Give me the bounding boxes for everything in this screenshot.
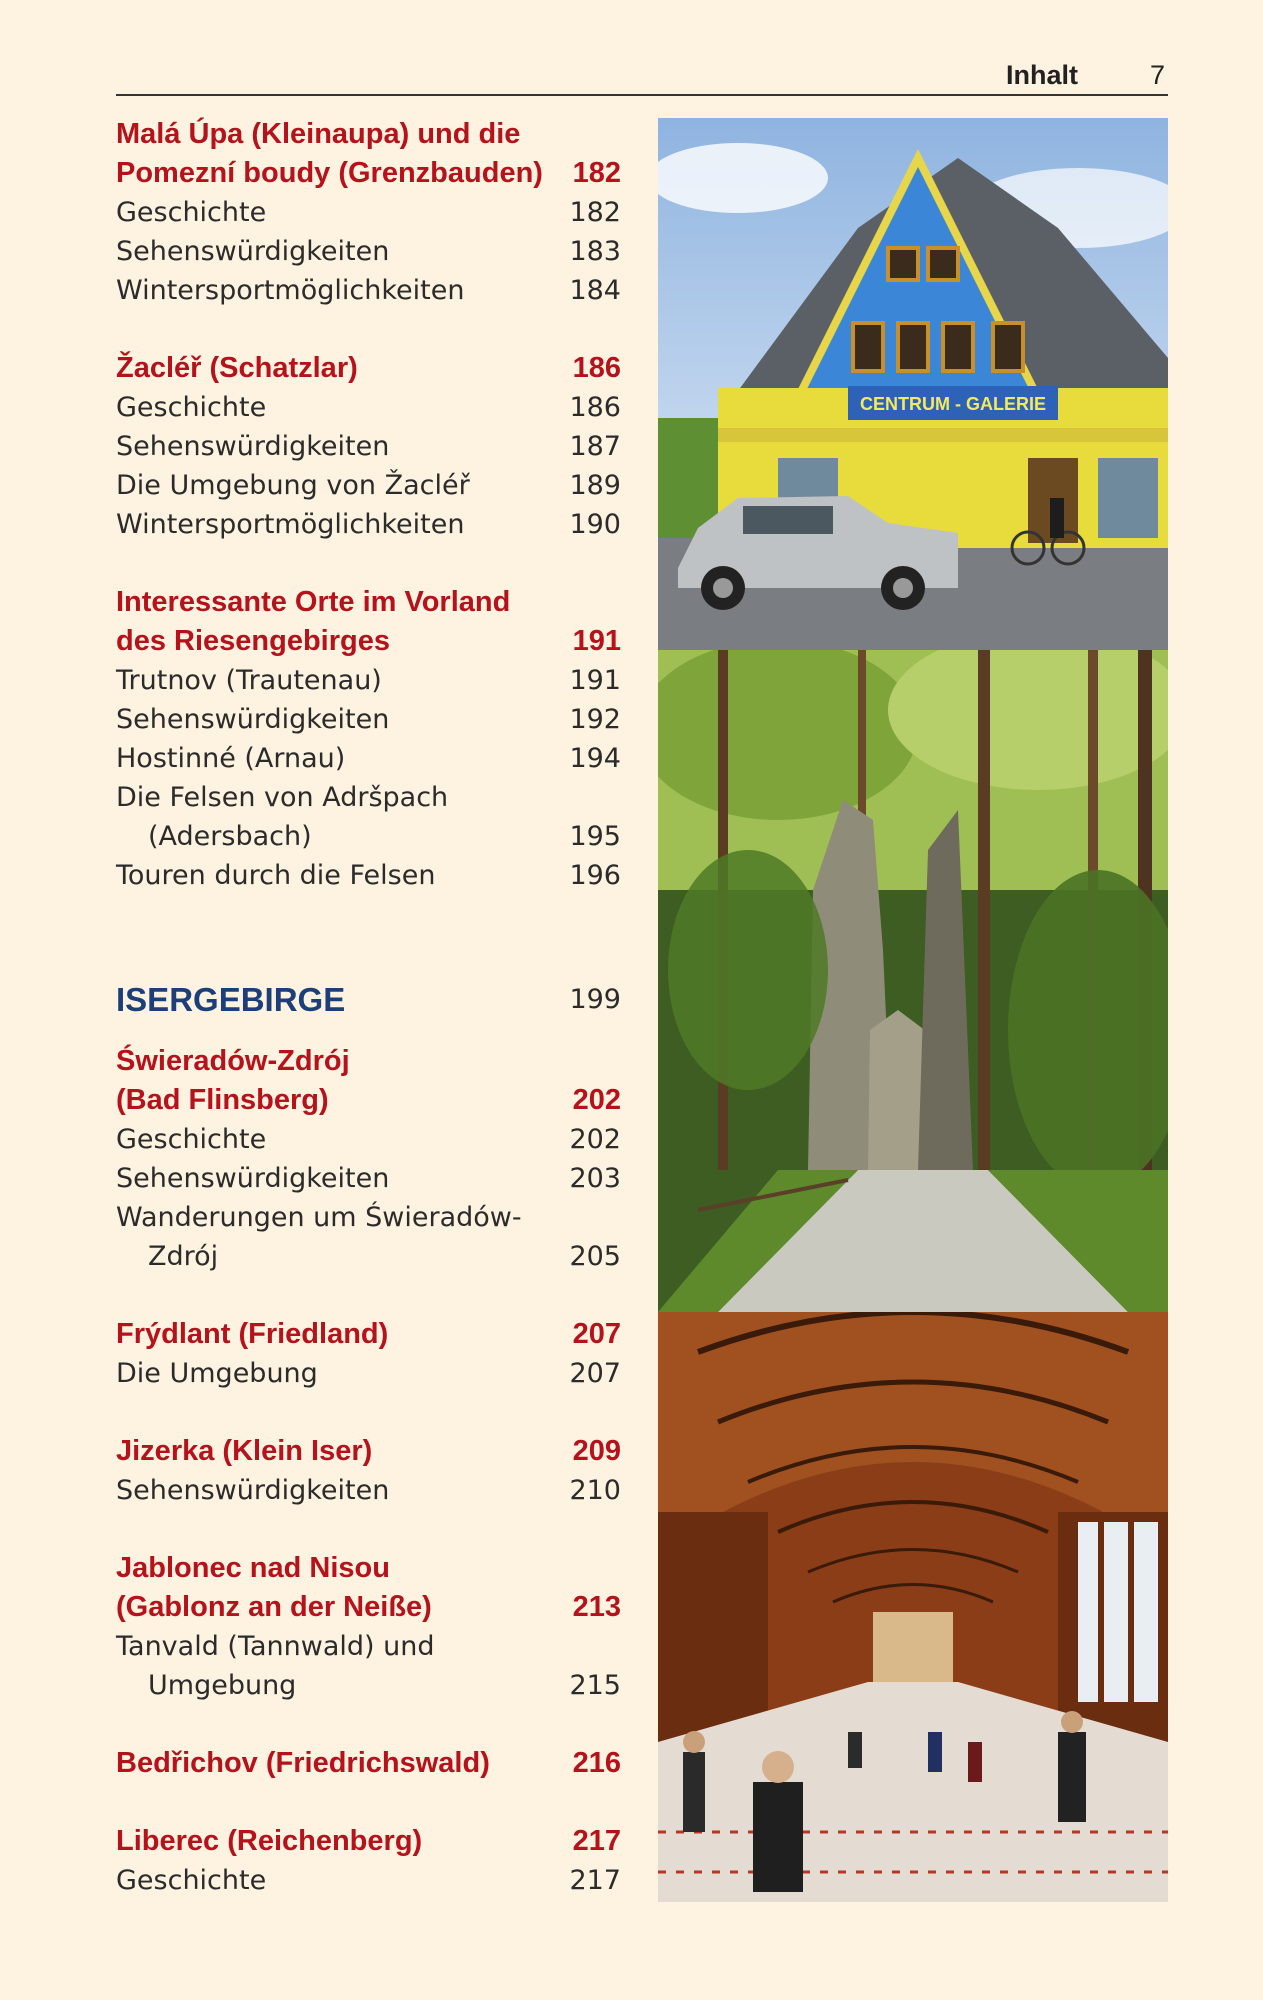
toc-entry-title: Sehenswürdigkeiten (116, 1475, 390, 1506)
toc-block (116, 349, 621, 544)
section-heading (116, 970, 621, 1030)
toc-entry-title: Jablonec nad Nisou (116, 1552, 390, 1584)
toc-block (116, 1549, 621, 1705)
toc-block (116, 1432, 621, 1510)
toc-entry-title: Die Felsen von Adršpach (116, 782, 449, 813)
toc-entry-page: 207 (572, 1318, 621, 1350)
toc-entry-title: (Bad Flinsberg) (116, 1084, 329, 1116)
toc-entry-page: 202 (569, 1124, 621, 1155)
toc-block (116, 1744, 621, 1783)
toc-entry-row[interactable] (116, 739, 621, 778)
toc-entry-row[interactable] (116, 1354, 621, 1393)
toc-entry-title: Sehenswürdigkeiten (116, 236, 390, 267)
toc-entry-page: 216 (572, 1747, 621, 1779)
spacer (116, 310, 621, 349)
toc-entry-page: 207 (569, 1358, 621, 1389)
spacer (116, 1276, 621, 1315)
toc-heading-row[interactable] (116, 1588, 621, 1627)
toc-entry-row[interactable] (116, 1159, 621, 1198)
table-of-contents (116, 115, 621, 1900)
toc-heading-row[interactable] (116, 1744, 621, 1783)
toc-heading-row[interactable] (116, 1042, 621, 1081)
toc-entry-page: 190 (569, 509, 621, 540)
toc-entry-row[interactable] (116, 427, 621, 466)
spacer (116, 544, 621, 583)
spacer (116, 1783, 621, 1822)
toc-entry-page: 183 (569, 236, 621, 267)
toc-entry-page: 217 (569, 1865, 621, 1896)
toc-entry-page: 186 (569, 392, 621, 423)
section-title: ISERGEBIRGE (116, 981, 346, 1018)
toc-entry-page: 191 (572, 625, 621, 657)
toc-entry-row[interactable] (116, 466, 621, 505)
toc-heading-row[interactable] (116, 1822, 621, 1861)
toc-entry-page: 195 (569, 821, 621, 852)
toc-block (116, 1315, 621, 1393)
toc-entry-page: 187 (569, 431, 621, 462)
toc-entry-page: 196 (569, 860, 621, 891)
toc-entry-title: Sehenswürdigkeiten (116, 1163, 390, 1194)
toc-entry-page: 182 (569, 197, 621, 228)
toc-entry-page: 186 (572, 352, 621, 384)
toc-entry-title: Die Umgebung von Žacléř (116, 470, 470, 501)
toc-block (116, 583, 621, 895)
toc-entry-row[interactable] (116, 817, 621, 856)
toc-entry-title: Bedřichov (Friedrichswald) (116, 1747, 490, 1779)
toc-heading-row[interactable] (116, 115, 621, 154)
toc-heading-row[interactable] (116, 349, 621, 388)
toc-entry-title: (Adersbach) (148, 821, 312, 852)
page-number: 7 (1150, 60, 1166, 90)
toc-entry-row[interactable] (116, 388, 621, 427)
toc-entry-page: 203 (569, 1163, 621, 1194)
photo-building (658, 118, 1168, 650)
toc-entry-title: Geschichte (116, 1865, 267, 1896)
toc-heading-row[interactable] (116, 622, 621, 661)
toc-entry-page: 210 (569, 1475, 621, 1506)
toc-entry-row[interactable] (116, 1198, 621, 1237)
toc-entry-title: Žacléř (Schatzlar) (116, 352, 358, 384)
toc-entry-row[interactable] (116, 778, 621, 817)
toc-entry-page: 209 (572, 1435, 621, 1467)
photo-column (658, 118, 1168, 1902)
toc-entry-page: 189 (569, 470, 621, 501)
toc-entry-title: Frýdlant (Friedland) (116, 1318, 389, 1350)
toc-heading-row[interactable] (116, 1081, 621, 1120)
toc-entry-row[interactable] (116, 856, 621, 895)
toc-entry-row[interactable] (116, 1627, 621, 1666)
toc-entry-page: 182 (572, 157, 621, 189)
toc-entry-title: Świeradów-Zdrój (116, 1045, 350, 1077)
toc-entry-row[interactable] (116, 1120, 621, 1159)
toc-entry-page: 191 (569, 665, 621, 696)
toc-entry-title: Touren durch die Felsen (116, 860, 436, 891)
toc-heading-row[interactable] (116, 154, 621, 193)
toc-entry-page: 202 (572, 1084, 621, 1116)
toc-entry-page: 205 (569, 1241, 621, 1272)
toc-entry-row[interactable] (116, 1666, 621, 1705)
toc-entry-title: Trutnov (Trautenau) (116, 665, 382, 696)
spacer (116, 1393, 621, 1432)
toc-entry-row[interactable] (116, 661, 621, 700)
toc-heading-row[interactable] (116, 583, 621, 622)
toc-entry-page: 194 (569, 743, 621, 774)
toc-block (116, 1042, 621, 1276)
toc-entry-title: Wanderungen um Świeradów- (116, 1202, 522, 1233)
toc-heading-row[interactable] (116, 1549, 621, 1588)
toc-entry-title: (Gablonz an der Neiße) (116, 1591, 432, 1623)
toc-entry-page: 192 (569, 704, 621, 735)
toc-entry-page: 217 (572, 1825, 621, 1857)
toc-entry-row[interactable] (116, 700, 621, 739)
toc-entry-title: Jizerka (Klein Iser) (116, 1435, 373, 1467)
toc-entry-title: Interessante Orte im Vorland (116, 586, 511, 618)
toc-heading-row[interactable] (116, 1432, 621, 1471)
toc-entry-row[interactable] (116, 193, 621, 232)
toc-entry-title: Wintersportmöglichkeiten (116, 509, 465, 540)
toc-entry-title: Umgebung (148, 1670, 297, 1701)
toc-block (116, 1822, 621, 1900)
photo-colonnade (658, 1312, 1168, 1902)
photo-forest-rocks (658, 650, 1168, 1312)
spacer (116, 1705, 621, 1744)
toc-entry-row[interactable] (116, 1471, 621, 1510)
toc-entry-page: 215 (569, 1670, 621, 1701)
toc-heading-row[interactable] (116, 1315, 621, 1354)
toc-entry-title: Wintersportmöglichkeiten (116, 275, 465, 306)
toc-entry-title: Geschichte (116, 392, 267, 423)
running-header-title: Inhalt (1006, 60, 1078, 90)
toc-entry-title: des Riesengebirges (116, 625, 390, 657)
toc-entry-row[interactable] (116, 1237, 621, 1276)
toc-entry-title: Malá Úpa (Kleinaupa) und die (116, 118, 521, 150)
toc-entry-page: 213 (572, 1591, 621, 1623)
toc-entry-row[interactable] (116, 1861, 621, 1900)
spacer (116, 895, 621, 970)
toc-block (116, 115, 621, 310)
toc-entry-title: Sehenswürdigkeiten (116, 704, 390, 735)
spacer (116, 1510, 621, 1549)
toc-entry-title: Geschichte (116, 1124, 267, 1155)
toc-entry-title: Geschichte (116, 197, 267, 228)
toc-entry-title: Zdrój (148, 1241, 219, 1272)
toc-entry-row[interactable] (116, 271, 621, 310)
toc-entry-row[interactable] (116, 232, 621, 271)
toc-entry-title: Liberec (Reichenberg) (116, 1825, 423, 1857)
toc-entry-page: 184 (569, 275, 621, 306)
section-page: 199 (569, 984, 621, 1015)
toc-entry-title: Sehenswürdigkeiten (116, 431, 390, 462)
toc-entry-title: Tanvald (Tannwald) und (116, 1631, 435, 1662)
header-rule (116, 94, 1168, 96)
toc-entry-title: Pomezní boudy (Grenzbauden) (116, 157, 543, 189)
toc-entry-row[interactable] (116, 505, 621, 544)
toc-entry-title: Hostinné (Arnau) (116, 743, 346, 774)
building-sign: CENTRUM - GALERIE (860, 394, 1046, 414)
toc-entry-title: Die Umgebung (116, 1358, 318, 1389)
spacer (116, 1030, 621, 1042)
